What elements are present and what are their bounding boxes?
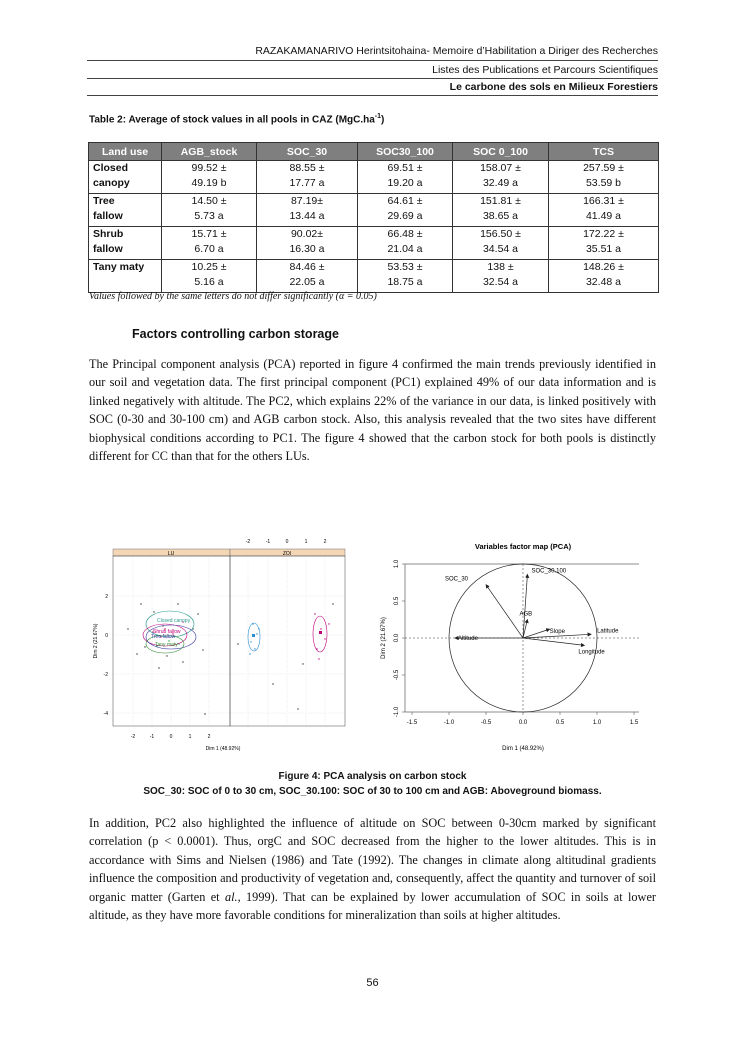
- table-row: [89, 227, 659, 260]
- y-tick: 0: [105, 633, 108, 639]
- vector-arrow: [486, 585, 523, 638]
- vector-label: Latitude: [597, 628, 619, 635]
- value-cell: 14.50 ± 5.73 a: [162, 194, 257, 227]
- plot-area: [405, 564, 639, 712]
- value-cell: 88.55 ± 17.77 a: [257, 161, 358, 194]
- header-rule-1: [87, 60, 658, 61]
- y-tick-label: -0.5: [394, 669, 400, 681]
- header-line-2: Listes des Publications et Parcours Scientifiques: [432, 64, 658, 76]
- land-use-cell: Tany maty: [89, 260, 162, 293]
- value-cell: 64.61 ± 29.69 a: [358, 194, 453, 227]
- value-cell: 166.31 ± 41.49 a: [549, 194, 659, 227]
- left-ylabel: Dim 2 (21.67%): [93, 623, 99, 659]
- value-cell: 138 ± 32.54 a: [453, 260, 549, 293]
- strip-zoi-label: ZOI: [282, 551, 292, 557]
- x-tick-label: -1.0: [443, 720, 455, 726]
- vector-label: Altitude: [457, 636, 478, 642]
- bottom-tick: 2: [207, 734, 211, 740]
- left-xlabel: Dim 1 (48.92%): [205, 746, 241, 752]
- land-use-cell: Tree fallow: [89, 194, 162, 227]
- value-cell: 158.07 ± 32.49 a: [453, 161, 549, 194]
- value-cell: 69.51 ± 19.20 a: [358, 161, 453, 194]
- bottom-axis: [131, 734, 211, 740]
- y-tick: -2: [103, 672, 108, 678]
- bottom-tick: -2: [130, 734, 136, 740]
- x-tick-label: 0.0: [518, 720, 528, 726]
- y-tick: 2: [105, 594, 108, 600]
- col-header: SOC_30: [257, 143, 358, 161]
- table-caption: Table 2: Average of stock values in all pools in CAZ $(MgC.ha^{-1})$: [89, 113, 385, 126]
- panel-lu: [113, 556, 230, 726]
- top-axis: [246, 539, 327, 545]
- ellipse-label: Tree fallow: [151, 634, 176, 640]
- vector-label: AGB: [519, 611, 533, 618]
- vector-label: SOC_30.100: [531, 568, 567, 575]
- col-header: TCS: [549, 143, 659, 161]
- table-note: Values followed by the same letters do not differ significantly (α = 0.05): [89, 291, 377, 302]
- y-axis-label: Dim 2 (21.67%): [381, 617, 387, 659]
- panel-zoi: [230, 556, 345, 726]
- paragraph-2: In addition, PC2 also highlighted the influence of altitude on SOC between 0-30cm marked by significant correlation (p < 0.0001). Thus, orgC and SOC decreased from the higher to the lower altitudes. This is in accordance with Sims and Nielsen (1986) and Tate (1992). The changes in climate along altitudinal gradients influence the composition and productivity of vegetation and, consequently, affect the quantity and turnover of soil organic matter (Garten et al., 1999). That can be explained by lower accumulation of SOC in soils at lower altitude, as they have more favorable conditions for mineralization than soils at higher altitudes.: [89, 816, 656, 923]
- figure-caption-legend: SOC_30: SOC of 0 to 30 cm, SOC_30.100: SOC of 30 to 100 cm and AGB: Aboveground biomass.: [143, 786, 602, 797]
- value-cell: 15.71 ± 6.70 a: [162, 227, 257, 260]
- vector-label: Longitude: [578, 649, 605, 656]
- table-row: [89, 161, 659, 194]
- vector-label: Slope: [549, 629, 565, 636]
- value-cell: 87.19± 13.44 a: [257, 194, 358, 227]
- strip-lu-label: LU: [167, 551, 175, 557]
- y-tick-label: 0.5: [394, 596, 400, 606]
- table-header-row: [89, 143, 659, 161]
- value-cell: 84.46 ± 22.05 a: [257, 260, 358, 293]
- vector-arrow: [523, 638, 584, 645]
- value-cell: 148.26 ± 32.48 a: [549, 260, 659, 293]
- value-cell: 99.52 ± 49.19 b: [162, 161, 257, 194]
- variables-factor-map: [377, 534, 639, 759]
- value-cell: 156.50 ± 34.54 a: [453, 227, 549, 260]
- x-tick-label: -1.5: [406, 720, 418, 726]
- bottom-tick: 1: [188, 734, 192, 740]
- col-header: SOC 0_100: [453, 143, 549, 161]
- x-tick-label: 1.5: [629, 720, 639, 726]
- value-cell: 53.53 ± 18.75 a: [358, 260, 453, 293]
- header-rule-3: [87, 95, 658, 96]
- table-row: [89, 194, 659, 227]
- col-header: Land use: [89, 143, 162, 161]
- bottom-tick: 0: [169, 734, 173, 740]
- section-title: Factors controlling carbon storage: [132, 327, 339, 341]
- x-tick-label: 1.0: [592, 720, 602, 726]
- value-cell: 172.22 ± 35.51 a: [549, 227, 659, 260]
- value-cell: 66.48 ± 21.04 a: [358, 227, 453, 260]
- vector-label: SOC_30: [444, 576, 468, 583]
- individuals-factor-map: [93, 534, 355, 759]
- land-use-cell: Shrub fallow: [89, 227, 162, 260]
- y-tick-label: -1.0: [394, 706, 400, 718]
- y-tick-label: 1.0: [394, 559, 400, 569]
- x-tick-label: -0.5: [480, 720, 492, 726]
- value-cell: 257.59 ± 53.59 b: [549, 161, 659, 194]
- col-header: SOC30_100: [358, 143, 453, 161]
- paragraph-1: The Principal component analysis (PCA) reported in figure 4 confirmed the main trends previously identified in our soil and vegetation data. The first principal component (PC1) explained 49% of our data information and is linked negatively with altitude. The PC2, which explains 22% of the variance in our data, is linked positively with SOC (0-30 and 30-100 cm) and AGB carbon stock. Also, this analysis revealed that the two sites have different biophysical conditions according to PC1. The figure 4 showed that the carbon stock for both pools is distinctly different for CC than that for the others LUs.: [89, 357, 656, 464]
- top-tick: -2: [245, 539, 251, 545]
- header-line-3: Le carbone des sols en Milieux Forestiers: [449, 81, 658, 93]
- axes: [394, 559, 639, 726]
- top-tick: -1: [265, 539, 271, 545]
- stock-table: [88, 142, 659, 293]
- chart-title: Variables factor map (PCA): [474, 542, 572, 551]
- figure-caption: Figure 4: PCA analysis on carbon stock: [278, 771, 467, 782]
- x-axis-label: Dim 1 (48.92%): [502, 746, 544, 752]
- value-cell: 151.81 ± 38.65 a: [453, 194, 549, 227]
- ellipse-label: Closed canopy: [157, 618, 191, 624]
- y-axis: [104, 594, 109, 717]
- bottom-tick: -1: [149, 734, 155, 740]
- table-row: [89, 260, 659, 293]
- header-rule-2: [87, 78, 658, 79]
- page-number: 56: [366, 977, 379, 989]
- ellipse-label: Shrub fallow: [153, 629, 181, 635]
- value-cell: 10.25 ± 5.16 a: [162, 260, 257, 293]
- y-tick-label: 0.0: [394, 633, 400, 643]
- land-use-cell: Closed canopy: [89, 161, 162, 194]
- header-line-1: RAZAKAMANARIVO Herintsitohaina- Memoire d’Habilitation a Diriger des Recherches: [255, 45, 658, 57]
- col-header: AGB_stock: [162, 143, 257, 161]
- top-tick: 0: [285, 539, 289, 545]
- x-tick-label: 0.5: [555, 720, 565, 726]
- y-tick: -4: [103, 711, 108, 717]
- value-cell: 90.02± 16.30 a: [257, 227, 358, 260]
- top-tick: 1: [304, 539, 308, 545]
- ellipse-label: Tany maty: [155, 642, 178, 648]
- top-tick: 2: [323, 539, 327, 545]
